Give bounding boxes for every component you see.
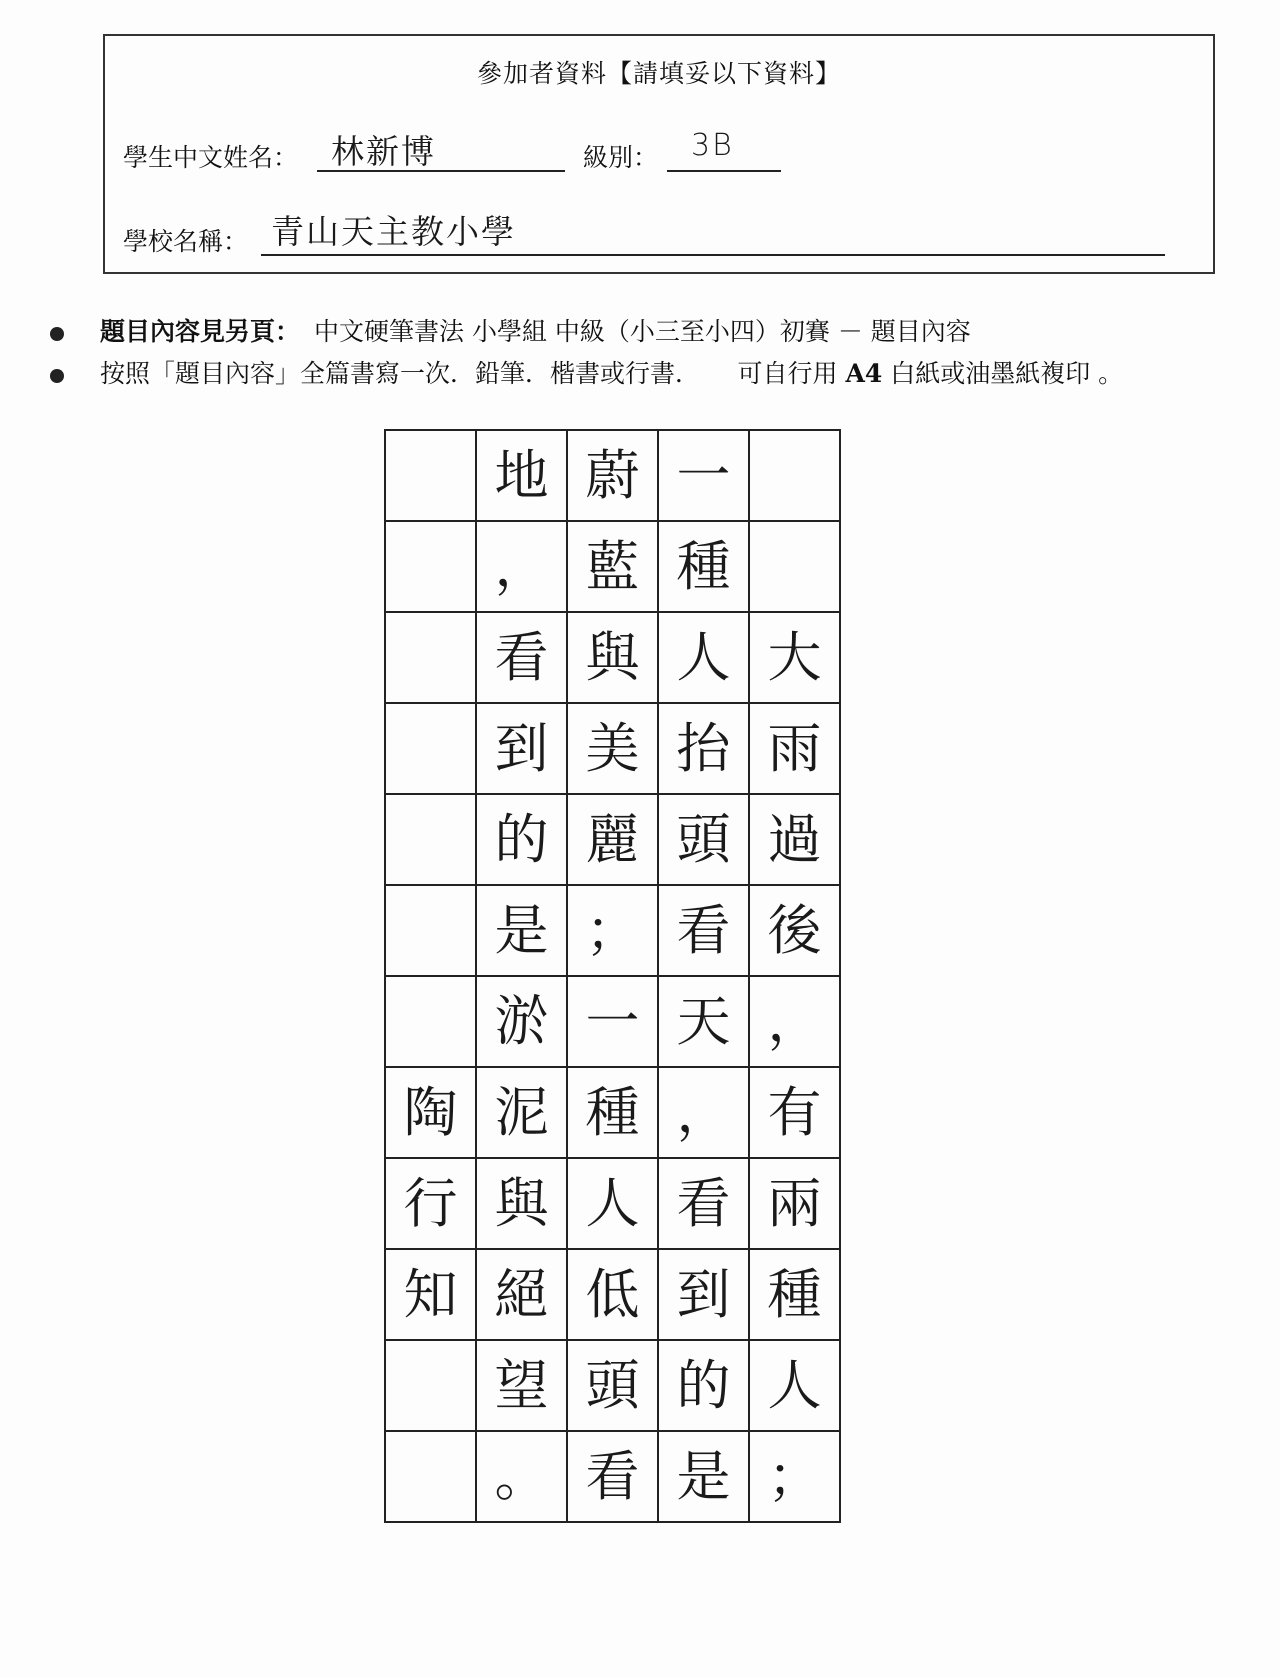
bullet-2-post: 白紙或油墨紙複印 。 (882, 359, 1124, 388)
grid-cell: 人 (568, 1159, 659, 1250)
grid-cell: 種 (568, 1068, 659, 1159)
grade-label: 級別： (583, 143, 659, 172)
name-label: 學生中文姓名： (123, 143, 299, 172)
grid-cell: ； (568, 886, 659, 977)
grid-cell: 有 (750, 1068, 841, 1159)
grid-cell: 知 (386, 1250, 477, 1341)
participant-info-box (103, 34, 1215, 274)
grid-cell: 麗 (568, 795, 659, 886)
bullet-1-text: 中文硬筆書法 小學組 中級（小三至小四）初賽 － 題目內容 (314, 317, 971, 346)
grid-cell (386, 704, 477, 795)
grid-cell: 。 (477, 1432, 568, 1523)
grid-cell: 絕 (477, 1250, 568, 1341)
grid-cell: 兩 (750, 1159, 841, 1250)
writing-grid (384, 429, 841, 1523)
grid-cell: 是 (659, 1432, 750, 1523)
grid-cell (386, 977, 477, 1068)
grid-cell: 行 (386, 1159, 477, 1250)
grid-cell: 藍 (568, 522, 659, 613)
grid-cell: 泥 (477, 1068, 568, 1159)
bullet-item-1 (50, 312, 971, 348)
grid-cell: 人 (659, 613, 750, 704)
grid-cell: 看 (568, 1432, 659, 1523)
grid-cell: 大 (750, 613, 841, 704)
grid-cell (386, 1341, 477, 1432)
grid-cell (386, 886, 477, 977)
grid-cell (750, 431, 841, 522)
grid-cell: 看 (477, 613, 568, 704)
grid-cell: 看 (659, 1159, 750, 1250)
grid-cell: 種 (659, 522, 750, 613)
bullet-2-bold: A4 (845, 359, 883, 388)
bullet-2-pre: 按照「題目內容」全篇書寫一次．鉛筆．楷書或行書． 可自行用 (100, 359, 846, 388)
bullet-item-2 (50, 354, 1123, 390)
grid-cell: 種 (750, 1250, 841, 1341)
form-title: 參加者資料【請填妥以下資料】 (476, 59, 841, 88)
grid-cell: 看 (659, 886, 750, 977)
grid-cell (386, 1432, 477, 1523)
grid-cell (750, 522, 841, 613)
grade-value: 3B (691, 128, 734, 163)
grid-cell: 後 (750, 886, 841, 977)
grid-cell: 是 (477, 886, 568, 977)
grid-cell: ； (750, 1432, 841, 1523)
grid-cell (386, 795, 477, 886)
grid-cell: ， (477, 522, 568, 613)
grid-cell: 一 (659, 431, 750, 522)
grid-cell: 頭 (659, 795, 750, 886)
grid-cell: 過 (750, 795, 841, 886)
school-value: 青山天主教小學 (271, 212, 516, 251)
grid-cell: 與 (568, 613, 659, 704)
grid-cell: 到 (659, 1250, 750, 1341)
grid-cell: 到 (477, 704, 568, 795)
grid-cell: 頭 (568, 1341, 659, 1432)
grid-cell (386, 431, 477, 522)
grid-cell: 的 (659, 1341, 750, 1432)
grid-cell: 蔚 (568, 431, 659, 522)
bullet-dot-icon (50, 327, 64, 341)
name-value: 林新博 (331, 132, 436, 171)
school-label: 學校名稱： (123, 227, 249, 256)
grid-cell: 人 (750, 1341, 841, 1432)
grid-cell: 美 (568, 704, 659, 795)
grid-cell: 與 (477, 1159, 568, 1250)
grid-cell: 地 (477, 431, 568, 522)
grid-cell: ， (750, 977, 841, 1068)
grid-cell: 天 (659, 977, 750, 1068)
grid-cell: 的 (477, 795, 568, 886)
grid-cell: 陶 (386, 1068, 477, 1159)
grid-cell: 抬 (659, 704, 750, 795)
bullet-dot-icon (50, 369, 64, 383)
grid-cell (386, 522, 477, 613)
grid-cell: 低 (568, 1250, 659, 1341)
grid-cell: ， (659, 1068, 750, 1159)
grid-cell: 淤 (477, 977, 568, 1068)
grid-cell: 望 (477, 1341, 568, 1432)
grid-cell: 一 (568, 977, 659, 1068)
bullet-1-head: 題目內容見另頁： (100, 317, 301, 346)
grid-cell: 雨 (750, 704, 841, 795)
grid-cell (386, 613, 477, 704)
grade-underline (667, 170, 781, 172)
school-underline (261, 254, 1165, 256)
